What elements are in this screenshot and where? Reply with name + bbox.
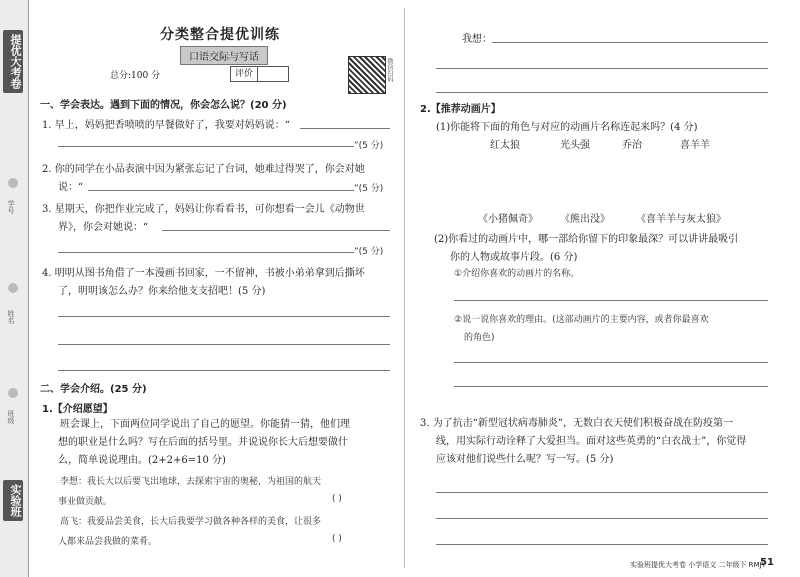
q2-text-2: 说：“ [58, 182, 84, 193]
q4-text: 4. 明明从图书角借了一本漫画书回家，一不留神，书被小弟弟拿到后撕坏 [42, 268, 365, 279]
answer-line[interactable] [454, 300, 768, 301]
answer-line[interactable] [58, 252, 354, 253]
answer-line[interactable] [58, 344, 390, 345]
q1-score: ”(5 分) [354, 141, 384, 151]
movie-item[interactable]: 《喜羊羊与灰太狼》 [636, 214, 726, 225]
intro-line-2: 想的职业是什么吗？写在后面的括号里。并说说你长大后想要做什 [58, 437, 348, 448]
q4-text-2: 了，明明该怎么办？你来给他支支招吧！(5 分) [58, 286, 266, 297]
qr-caption: 微信扫码 [386, 58, 393, 82]
binding-spine [0, 0, 29, 577]
page-fold [404, 8, 405, 568]
answer-line[interactable] [58, 370, 390, 371]
gaofei-line-1: 高飞：我爱品尝美食，长大后我要学习做各种各样的美食，让很多 [60, 517, 322, 527]
r-s1-text: ①介绍你喜欢的动画片的名称。 [454, 269, 580, 279]
rating-box[interactable] [230, 66, 289, 82]
answer-line[interactable] [58, 316, 390, 317]
binding-hole [8, 178, 18, 188]
total-score: 总分:100 分 [110, 71, 161, 81]
movie-item[interactable]: 《小猪佩奇》 [478, 214, 538, 225]
rating-value[interactable] [258, 67, 288, 81]
r-s2-text: ②说一说你喜欢的理由。(这部动画片的主要内容，或者你最喜欢 [454, 315, 709, 325]
gaofei-line-2: 人都来品尝我做的菜肴。 [58, 537, 158, 547]
right-sub2: 2.【推荐动画片】 [420, 104, 501, 115]
answer-line[interactable] [436, 544, 768, 545]
intro-line-3: 么，简单说说理由。(2+2+6=10 分) [58, 455, 226, 466]
r-q3-text-2: 线，用实际行动诠释了大爱担当。面对这些英勇的“白衣战士”，你觉得 [436, 436, 747, 447]
wo-xiang-label: 我想： [462, 34, 492, 45]
spine-field-class: 班级 [7, 410, 15, 424]
answer-line[interactable] [436, 68, 768, 69]
part1-heading: 一、学会表达。遇到下面的情况，你会怎么说？(20 分) [40, 100, 287, 111]
spine-top-label: 提优大考卷 [3, 30, 23, 93]
lixiang-line-2: 事业做贡献。 [58, 497, 113, 507]
character-item[interactable]: 光头强 [560, 140, 590, 151]
r-q2-text: (2)你看过的动画片中，哪一部给你留下的印象最深？可以讲讲最吸引 [434, 234, 739, 245]
r-q3-text: 3. 为了抗击“新型冠状病毒肺炎”，无数白衣天使们积极奋战在防疫第一 [420, 418, 733, 429]
character-item[interactable]: 喜羊羊 [680, 140, 710, 151]
r-q1-text: (1)你能将下面的角色与对应的动画片名称连起来吗？(4 分) [436, 122, 698, 133]
character-item[interactable]: 红太狼 [490, 140, 520, 151]
q2-score: ”(5 分) [354, 184, 384, 194]
q2-text: 2. 你的同学在小品表演中因为紧张忘记了台词，她难过得哭了，你会对她 [42, 164, 365, 175]
answer-line[interactable] [436, 518, 768, 519]
lixiang-line-1: 李想：我长大以后要飞出地球，去探索宇宙的奥秘，为祖国的航天 [60, 477, 322, 487]
qr-code [348, 56, 386, 94]
q1-text: 1. 早上，妈妈把香喷喷的早餐做好了，我要对妈妈说：“ [42, 120, 290, 131]
answer-line[interactable] [436, 92, 768, 93]
character-item[interactable]: 乔治 [622, 140, 642, 151]
answer-line[interactable] [162, 230, 390, 231]
answer-line[interactable] [58, 146, 354, 147]
spine-bottom-label: 实验班 [3, 480, 23, 521]
part2-heading: 二、学会介绍。(25 分) [40, 384, 147, 395]
binding-hole [8, 388, 18, 398]
binding-hole [8, 283, 18, 293]
spine-field-id: 学号 [7, 200, 15, 214]
rating-label: 评价 [231, 67, 258, 81]
answer-line[interactable] [436, 492, 768, 493]
r-s2-text-2: 的角色) [464, 333, 495, 343]
answer-line[interactable] [454, 362, 768, 363]
page-number: 51 [760, 557, 774, 568]
answer-parenthesis[interactable]: ( ) [332, 534, 342, 544]
r-q3-text-3: 应该对他们说些什么呢？写一写。(5 分) [436, 454, 614, 465]
movie-item[interactable]: 《熊出没》 [560, 214, 610, 225]
page-title: 分类整合提优训练 [160, 27, 280, 43]
footer-text: 实验班提优大考卷 小学语文 二年级下 RMJY [630, 561, 766, 569]
page-subtitle: 口语交际与写话 [180, 46, 268, 65]
q3-score: ”(5 分) [354, 247, 384, 257]
q3-text: 3. 星期天，你把作业完成了，妈妈让你看看书，可你想看一会儿《动物世 [42, 204, 365, 215]
answer-line[interactable] [454, 386, 768, 387]
answer-line[interactable] [88, 190, 354, 191]
part2-sub1: 1.【介绍愿望】 [42, 404, 113, 415]
answer-line[interactable] [300, 128, 390, 129]
spine-field-name: 姓名 [7, 310, 15, 324]
r-q2-text-2: 你的人物或故事片段。(6 分) [450, 252, 578, 263]
intro-line-1: 班会课上，下面两位同学说出了自己的愿望。你能猜一猜，他们理 [60, 419, 350, 430]
q3-text-2: 界》，你会对她说：“ [58, 222, 149, 233]
answer-parenthesis[interactable]: ( ) [332, 494, 342, 504]
answer-line[interactable] [492, 42, 768, 43]
